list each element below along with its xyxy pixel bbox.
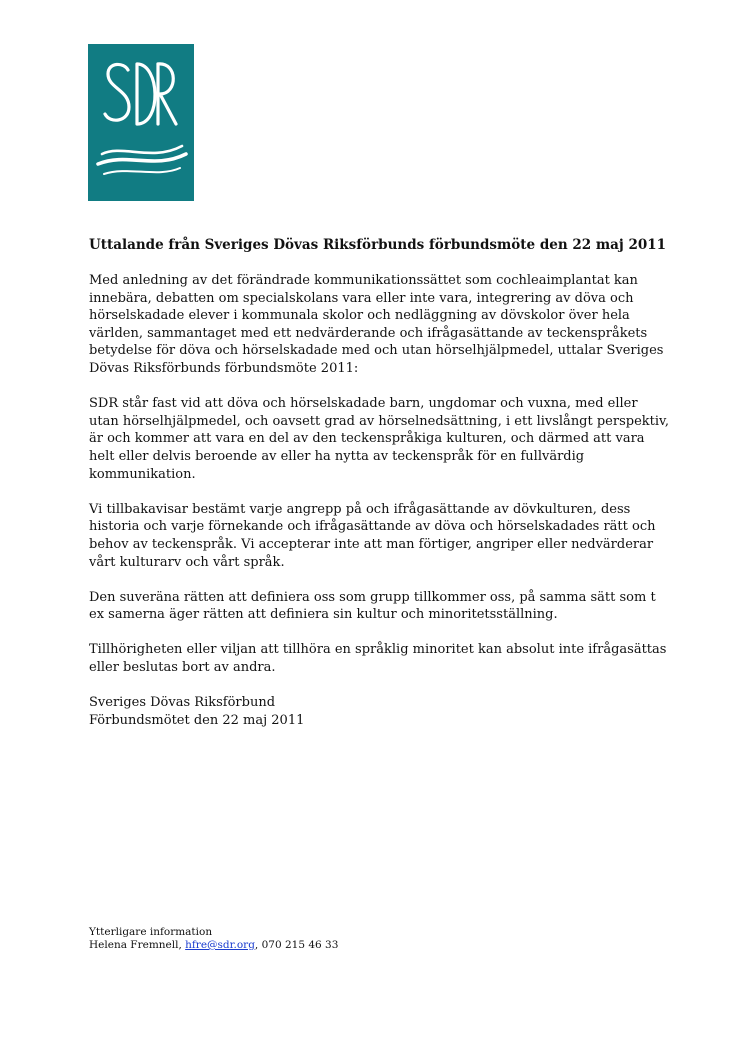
contact-phone: , 070 215 46 33	[254, 939, 339, 951]
contact-name: Helena Fremnell,	[89, 939, 186, 951]
paragraph-3: Vi tillbakavisar bestämt varje angrepp på och ifrågasättande av dövkulturen, dess historia och varje förnekande och ifrågasättande av döva och hörselskadades rätt och behov av teckenspråk. Vi accepterar inte att man förtiger, angriper eller nedvärderar vårt kulturarv och vårt språk.	[89, 501, 656, 570]
signature-organization: Sveriges Dövas Riksförbund	[89, 695, 276, 711]
email-link[interactable]: hfre@sdr.org	[185, 939, 255, 951]
footer-heading: Ytterligare information	[89, 926, 213, 938]
footer-contact	[89, 926, 338, 952]
logo-text-line1: SVERIGES DÖVAS	[94, 209, 188, 220]
document-body	[89, 272, 669, 729]
sdr-logo-graphic	[88, 44, 194, 201]
paragraph-1: Med anledning av det förändrade kommunikationssättet som cochleaimplantat kan innebära, debatten om specialskolans vara eller inte vara, integrering av döva och hörselskadade elever i kommunala skolor och nedläggning av dövskolor över hela världen, sammantaget med ett nedvärderande och ifrågasättande av teckenspråkets betydelse för döva och hörselskadade med och utan hörselhjälpmedel, uttalar Sveriges Dövas Riksförbunds förbundsmöte 2011:	[89, 273, 664, 376]
paragraph-2: SDR står fast vid att döva och hörselskadade barn, ungdomar och vuxna, med eller utan hörselhjälpmedel, och oavsett grad av hörselnedsättning, i ett livslångt perspektiv, är och kommer att vara en del av den teckenspråkiga kulturen, och därmed att vara helt eller delvis beroende av eller ha nytta av teckenspråk för en fullvärdig kommunikation.	[89, 396, 669, 482]
paragraph-5: Tillhörigheten eller viljan att tillhöra en språklig minoritet kan absolut inte ifrågasättas eller beslutas bort av andra.	[89, 642, 667, 676]
paragraph-4: Den suveräna rätten att definiera oss som grupp tillkommer oss, på samma sätt som t ex samerna äger rätten att definiera sin kultur och minoritetsställning.	[89, 589, 656, 623]
signature-date: Förbundsmötet den 22 maj 2011	[89, 712, 305, 728]
signature	[89, 694, 669, 729]
footer-contact-line	[89, 939, 338, 952]
document-title: Uttalande från Sveriges Dövas Riksförbunds förbundsmöte den 22 maj 2011	[89, 237, 667, 253]
sdr-logo	[88, 44, 194, 233]
logo-text-line2: RIKSFÖRBUND	[102, 222, 180, 233]
